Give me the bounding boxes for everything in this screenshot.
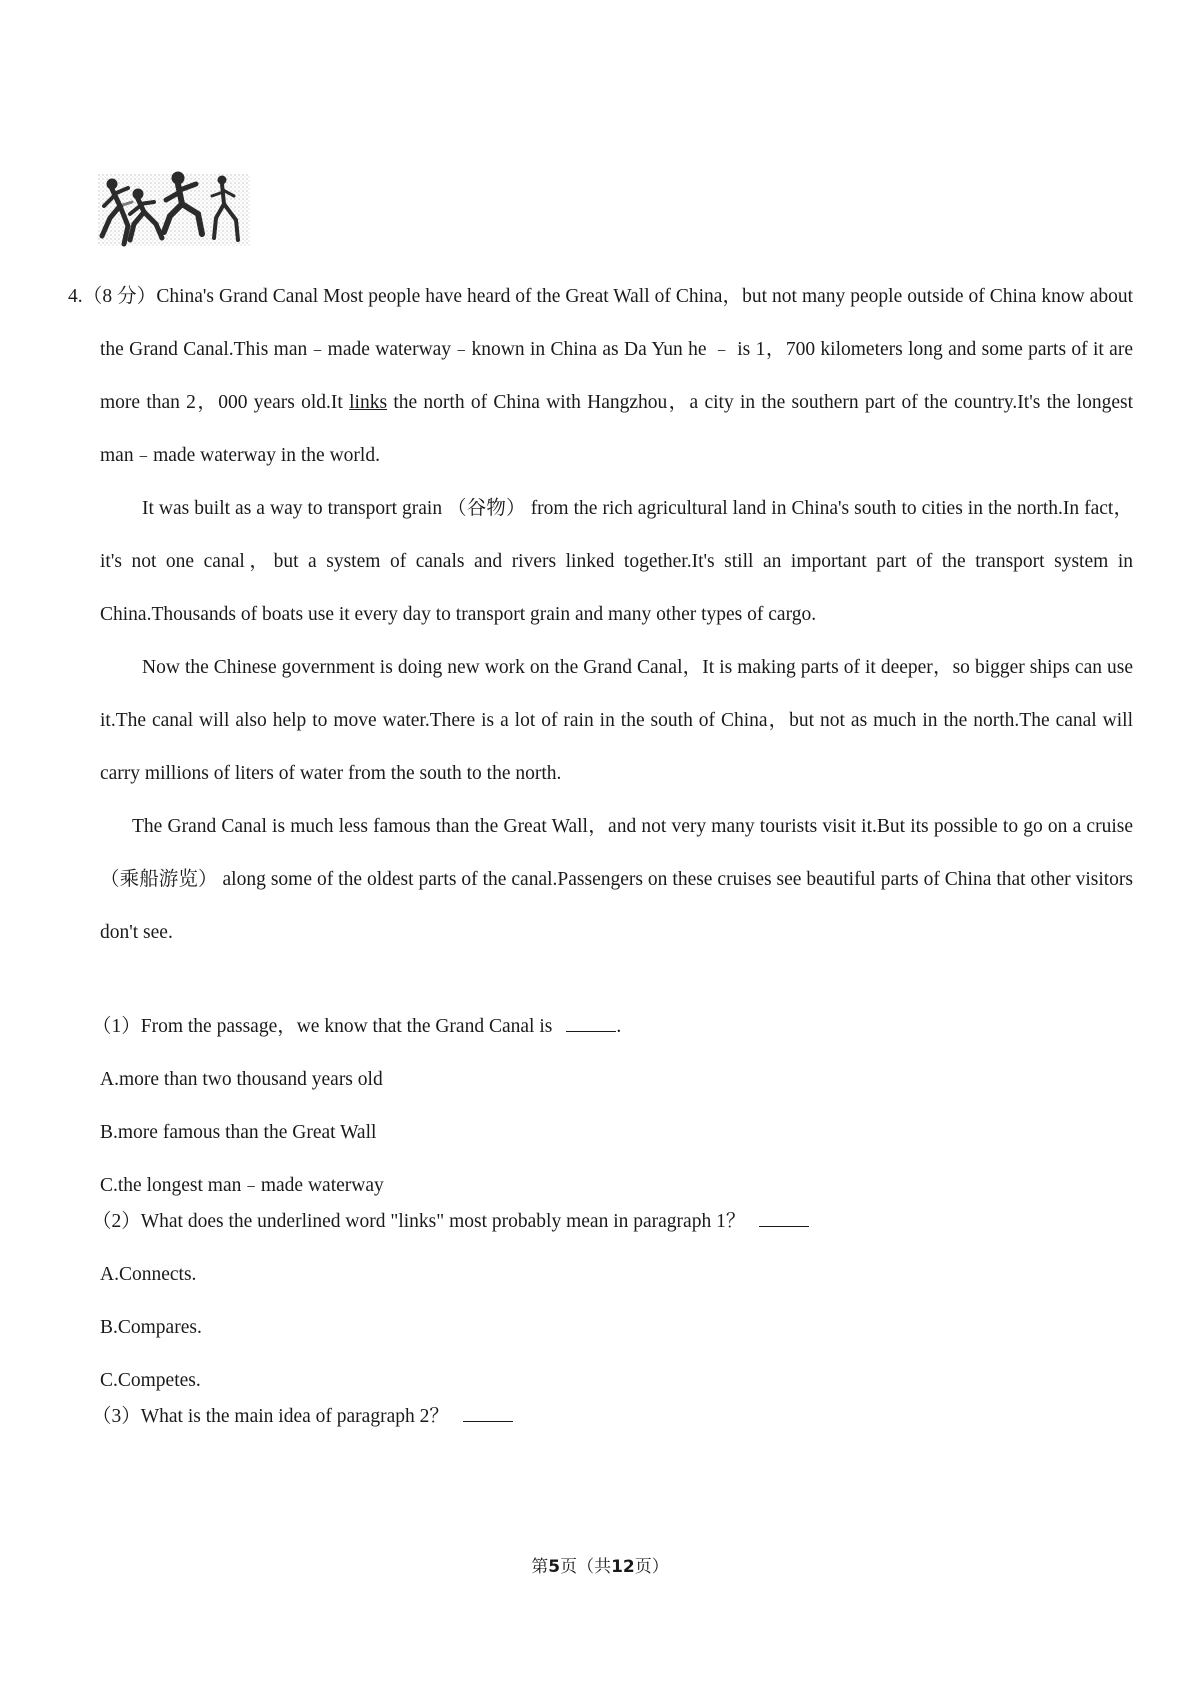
- sub-question-1-stem: （1）From the passage，we know that the Grand Canal is .: [92, 1000, 1100, 1053]
- reading-question: [68, 270, 1133, 959]
- option-b: B.Compares.: [100, 1317, 202, 1338]
- sub-question-2-stem: （2）What does the underlined word "links" most probably mean in paragraph 1？: [92, 1195, 1100, 1248]
- paragraph-1: [68, 270, 1133, 482]
- option-a: A.more than two thousand years old: [100, 1069, 383, 1090]
- question-number: 4.: [68, 286, 83, 307]
- option-c: C.Competes.: [100, 1370, 201, 1391]
- answer-blank: [759, 1208, 809, 1227]
- option-c: C.the longest man﹣made waterway: [100, 1175, 384, 1196]
- sub-question-1: [92, 1000, 1100, 1212]
- answer-blank: [566, 1013, 616, 1032]
- sub-question-3: [92, 1390, 1100, 1443]
- total-pages: 12: [611, 1557, 635, 1577]
- current-page: 5: [548, 1557, 561, 1577]
- question-points: （8 分）: [82, 286, 157, 307]
- runners-illustration: [98, 166, 250, 254]
- paragraph-1-text-a: China's Grand Canal Most people have heard of the Great Wall of China，but not many people outside of China know about the Grand Canal.This man﹣made waterway﹣known in China as Da Yun he ﹣ is 1，700 kilometers long and some parts of it are more than 2，000 years old.It: [100, 286, 1133, 413]
- paragraph-4: The Grand Canal is much less famous than the Great Wall，and not very many tourists visit it.But its possible to go on a cruise （乘船游览） along some of the oldest parts of the canal.Passengers on these cruises see beautiful parts of China that other visitors don't see.: [100, 816, 1133, 943]
- option-a: A.Connects.: [100, 1264, 197, 1285]
- paragraph-3: Now the Chinese government is doing new work on the Grand Canal，It is making parts of it deeper，so bigger ships can use it.The canal will also help to move water.There is a lot of rain in the south of China，but not as much in the north.The canal will carry millions of liters of water from the south to the north.: [100, 657, 1133, 784]
- sub-question-2: [92, 1195, 1100, 1407]
- paragraph-1-text-b: the north of China with Hangzhou，a city in the southern part of the country.It's the longest man﹣made waterway in the world.: [100, 392, 1133, 466]
- underlined-word-links: links: [349, 392, 388, 413]
- sub-question-3-stem: （3）What is the main idea of paragraph 2？: [92, 1390, 1100, 1443]
- page-footer: 第5页（共12页）: [531, 1557, 669, 1577]
- option-b: B.more famous than the Great Wall: [100, 1122, 377, 1143]
- paragraph-2: It was built as a way to transport grain （谷物） from the rich agricultural land in China's south to cities in the north.In fact，it's not one canal，but a system of canals and rivers linked together.It's still an important part of the transport system in China.Thousands of boats use it every day to transport grain and many other types of cargo.: [100, 498, 1133, 625]
- answer-blank: [463, 1403, 513, 1422]
